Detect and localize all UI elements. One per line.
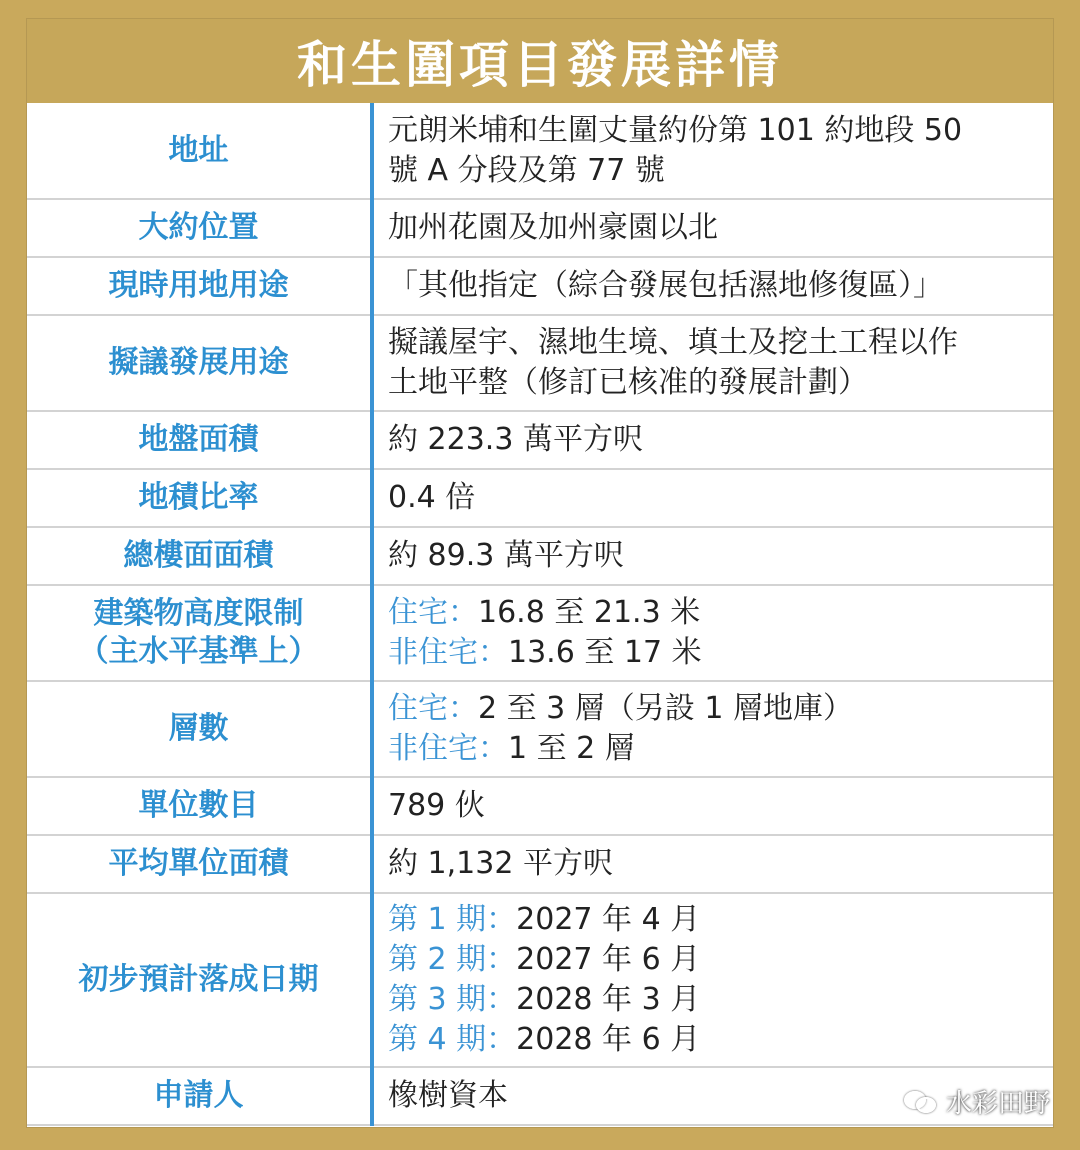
table-row bbox=[27, 777, 1053, 835]
row-key-label: 大約位置 bbox=[138, 210, 259, 245]
table-row bbox=[27, 199, 1053, 257]
row-value bbox=[372, 835, 1053, 893]
row-key-label: 層數 bbox=[168, 711, 229, 746]
value-line bbox=[388, 633, 1047, 673]
value-line bbox=[388, 940, 1047, 980]
value-line-text: 1 至 2 層 bbox=[508, 731, 635, 766]
value-line-text: 約 89.3 萬平方呎 bbox=[388, 538, 624, 573]
table-row bbox=[27, 585, 1053, 681]
value-line-text: 土地平整（修訂已核准的發展計劃） bbox=[388, 365, 868, 400]
row-key bbox=[27, 103, 372, 199]
value-line-label: 住宅： bbox=[388, 691, 478, 726]
value-line bbox=[388, 266, 1047, 306]
row-key bbox=[27, 681, 372, 777]
value-line bbox=[388, 208, 1047, 248]
row-key-label: 地址 bbox=[168, 132, 229, 168]
row-key-label: 申請人 bbox=[153, 1078, 244, 1113]
row-key bbox=[27, 527, 372, 585]
row-key-sublabel: （主水平基準上） bbox=[78, 634, 319, 669]
value-line bbox=[388, 478, 1047, 518]
value-line-text: 13.6 至 17 米 bbox=[508, 635, 702, 670]
page-title: 和生圍項目發展詳情 bbox=[27, 19, 1053, 103]
value-line-text: 約 1,132 平方呎 bbox=[388, 846, 613, 881]
value-line-text: 橡樹資本 bbox=[388, 1078, 508, 1113]
table-row bbox=[27, 469, 1053, 527]
table-row bbox=[27, 527, 1053, 585]
value-line-label: 第 3 期： bbox=[388, 982, 517, 1017]
row-key-label: 總樓面面積 bbox=[123, 538, 274, 573]
row-value bbox=[372, 777, 1053, 835]
value-line bbox=[388, 786, 1047, 826]
wechat-icon bbox=[904, 1089, 938, 1115]
value-line bbox=[388, 420, 1047, 460]
value-line-label: 非住宅： bbox=[388, 635, 508, 670]
row-key bbox=[27, 1067, 372, 1125]
row-key bbox=[27, 257, 372, 315]
value-line-text: 16.8 至 21.3 米 bbox=[478, 595, 701, 630]
value-line bbox=[388, 323, 1047, 363]
row-value bbox=[372, 315, 1053, 411]
table-row bbox=[27, 411, 1053, 469]
value-line-label: 第 4 期： bbox=[388, 1022, 517, 1057]
value-line bbox=[388, 1020, 1047, 1060]
row-key bbox=[27, 777, 372, 835]
value-line-label: 非住宅： bbox=[388, 731, 508, 766]
value-line-text: 擬議屋宇、濕地生境、填土及挖土工程以作 bbox=[388, 325, 958, 360]
row-key bbox=[27, 469, 372, 527]
table-row bbox=[27, 893, 1053, 1067]
value-line-text: 2 至 3 層（另設 1 層地庫） bbox=[478, 691, 853, 726]
row-key bbox=[27, 199, 372, 257]
row-value bbox=[372, 199, 1053, 257]
row-key-label: 地盤面積 bbox=[138, 422, 259, 457]
row-key-label: 平均單位面積 bbox=[108, 846, 289, 881]
value-line-text: 2028 年 6 月 bbox=[516, 1022, 701, 1057]
row-value bbox=[372, 257, 1053, 315]
watermark-text: 水彩田野 bbox=[945, 1089, 1050, 1119]
value-line-text: 「其他指定（綜合發展包括濕地修復區）」 bbox=[388, 268, 943, 303]
row-value bbox=[372, 411, 1053, 469]
value-line-text: 元朗米埔和生圍丈量約份第 101 約地段 50 bbox=[388, 112, 963, 148]
table-row bbox=[27, 1067, 1053, 1125]
table-row bbox=[27, 835, 1053, 893]
row-key-label: 建築物高度限制 bbox=[93, 596, 304, 631]
value-line-text: 789 伙 bbox=[388, 788, 485, 823]
row-value bbox=[372, 681, 1053, 777]
row-key bbox=[27, 585, 372, 681]
table-row bbox=[27, 681, 1053, 777]
value-line bbox=[388, 900, 1047, 940]
value-line bbox=[388, 151, 1047, 191]
value-line-text: 2027 年 4 月 bbox=[516, 902, 701, 937]
value-line bbox=[388, 363, 1047, 403]
row-value bbox=[372, 103, 1053, 199]
value-line bbox=[388, 844, 1047, 884]
row-value bbox=[372, 469, 1053, 527]
value-line bbox=[388, 729, 1047, 769]
table-row bbox=[27, 103, 1053, 199]
value-line-text: 約 223.3 萬平方呎 bbox=[388, 422, 643, 457]
value-line bbox=[388, 593, 1047, 633]
row-key-label: 地積比率 bbox=[138, 480, 259, 515]
value-line bbox=[388, 111, 1047, 151]
value-line-text: 號 A 分段及第 77 號 bbox=[388, 152, 665, 188]
row-value bbox=[372, 893, 1053, 1067]
value-line bbox=[388, 689, 1047, 729]
value-line-label: 第 2 期： bbox=[388, 942, 517, 977]
row-key-label: 初步預計落成日期 bbox=[78, 962, 319, 997]
value-line-label: 住宅： bbox=[388, 595, 478, 630]
watermark bbox=[904, 1083, 1050, 1120]
value-line bbox=[388, 980, 1047, 1020]
details-card bbox=[26, 18, 1054, 1128]
value-line-text: 0.4 倍 bbox=[388, 480, 476, 515]
table-row bbox=[27, 315, 1053, 411]
row-key-label: 現時用地用途 bbox=[108, 268, 289, 303]
value-line-label: 第 1 期： bbox=[388, 902, 517, 937]
details-table bbox=[27, 103, 1053, 1126]
row-key-label: 單位數目 bbox=[138, 788, 259, 823]
row-key bbox=[27, 893, 372, 1067]
row-value bbox=[372, 585, 1053, 681]
table-row bbox=[27, 257, 1053, 315]
row-key-label: 擬議發展用途 bbox=[108, 345, 289, 380]
value-line-text: 2027 年 6 月 bbox=[516, 942, 701, 977]
value-line bbox=[388, 536, 1047, 576]
row-value bbox=[372, 527, 1053, 585]
value-line-text: 加州花園及加州豪園以北 bbox=[388, 210, 718, 245]
value-line-text: 2028 年 3 月 bbox=[516, 982, 701, 1017]
row-key bbox=[27, 411, 372, 469]
row-key bbox=[27, 835, 372, 893]
row-key bbox=[27, 315, 372, 411]
